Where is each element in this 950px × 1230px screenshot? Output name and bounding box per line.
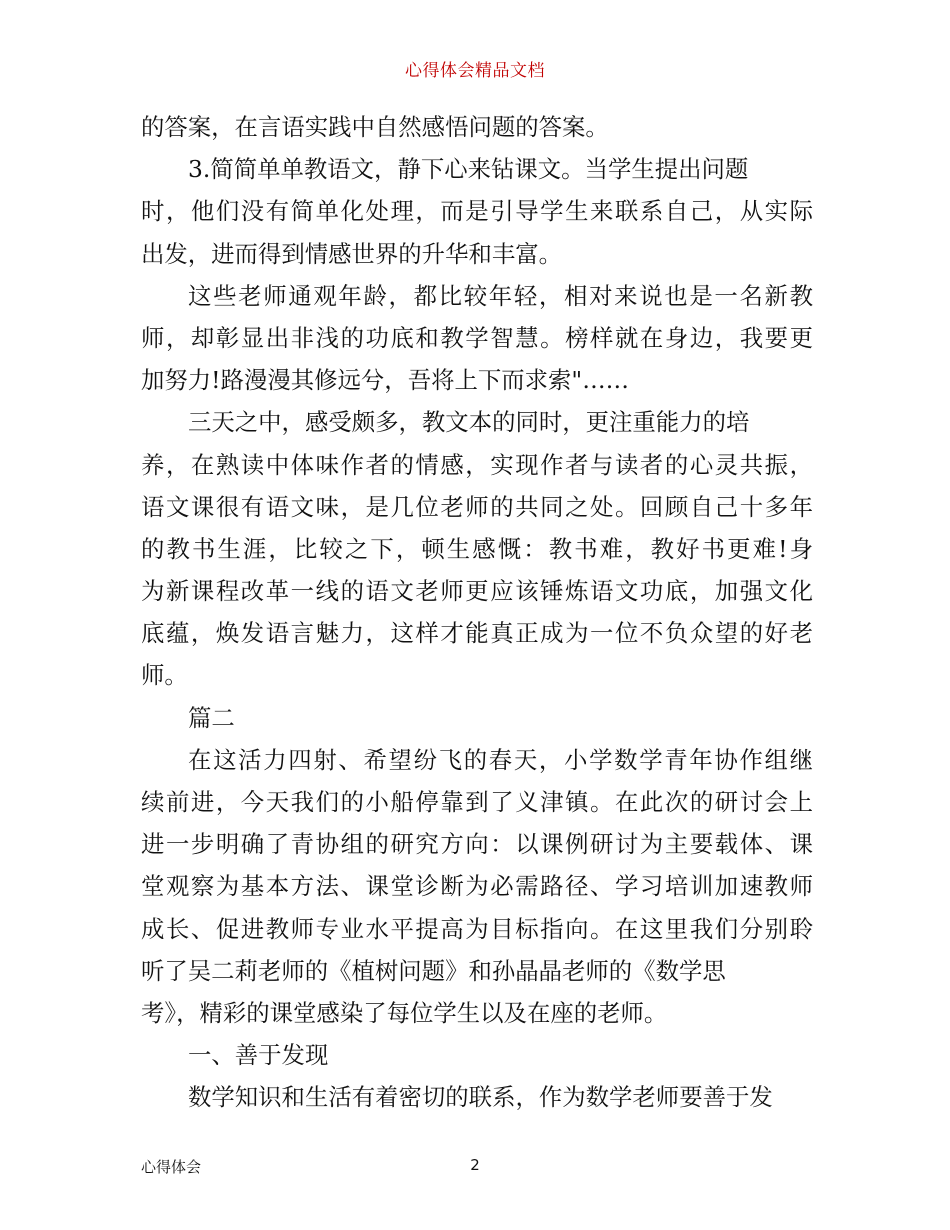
text-line: 养，在熟读中体味作者的情感，实现作者与读者的心灵共振， <box>141 450 813 479</box>
text-line: 的答案，在言语实践中自然感悟问题的答案。 <box>141 113 609 141</box>
section-heading: 篇二 <box>188 703 235 732</box>
text-line: 数学知识和生活有着密切的联系，作为数学老师要善于发 <box>188 1083 773 1112</box>
text-line: 听了吴二莉老师的《植树问题》和孙晶晶老师的《数学思 <box>141 956 726 985</box>
text-line: 进一步明确了青协组的研究方向：以课例研讨为主要载体、课 <box>141 830 813 859</box>
page-number: 2 <box>470 1156 480 1174</box>
text-line: 师，却彰显出非浅的功底和教学智慧。榜样就在身边，我要更 <box>141 323 813 352</box>
text-line: 加努力!路漫漫其修远兮，吾将上下而求索"…… <box>141 366 629 395</box>
text-line: 考》，精彩的课堂感染了每位学生以及在座的老师。 <box>141 998 668 1027</box>
text-line: 成长、促进教师专业水平提高为目标指向。在这里我们分别聆 <box>141 914 813 943</box>
text-line: 3.简简单单教语文，静下心来钻课文。当学生提出问题 <box>188 155 749 184</box>
text-line: 为新课程改革一线的语文老师更应该锤炼语文功底，加强文化 <box>141 577 813 606</box>
text-line: 三天之中，感受颇多，教文本的同时，更注重能力的培 <box>188 408 750 437</box>
subsection-heading: 一、善于发现 <box>188 1041 329 1070</box>
text-line: 语文课很有语文味，是几位老师的共同之处。回顾自己十多年 <box>141 492 813 521</box>
page-header-title: 心得体会精品文档 <box>405 61 545 81</box>
text-line: 出发，进而得到情感世界的升华和丰富。 <box>141 239 563 268</box>
text-line: 底蕴，焕发语言魅力，这样才能真正成为一位不负众望的好老 <box>141 619 813 648</box>
footer-label: 心得体会 <box>141 1158 202 1176</box>
text-line: 续前进，今天我们的小船停靠到了义津镇。在此次的研讨会上 <box>141 788 813 816</box>
text-line: 师。 <box>141 661 188 690</box>
text-line: 堂观察为基本方法、课堂诊断为必需路径、学习培训加速教师 <box>141 872 813 901</box>
text-line: 的教书生涯，比较之下，顿生感慨：教书难，教好书更难!身 <box>141 534 813 563</box>
text-line: 这些老师通观年龄，都比较年轻，相对来说也是一名新教 <box>188 281 813 310</box>
text-line: 在这活力四射、希望纷飞的春天，小学数学青年协作组继 <box>188 745 813 774</box>
text-line: 时，他们没有简单化处理，而是引导学生来联系自己，从实际 <box>141 197 813 226</box>
document-body <box>141 106 813 1119</box>
